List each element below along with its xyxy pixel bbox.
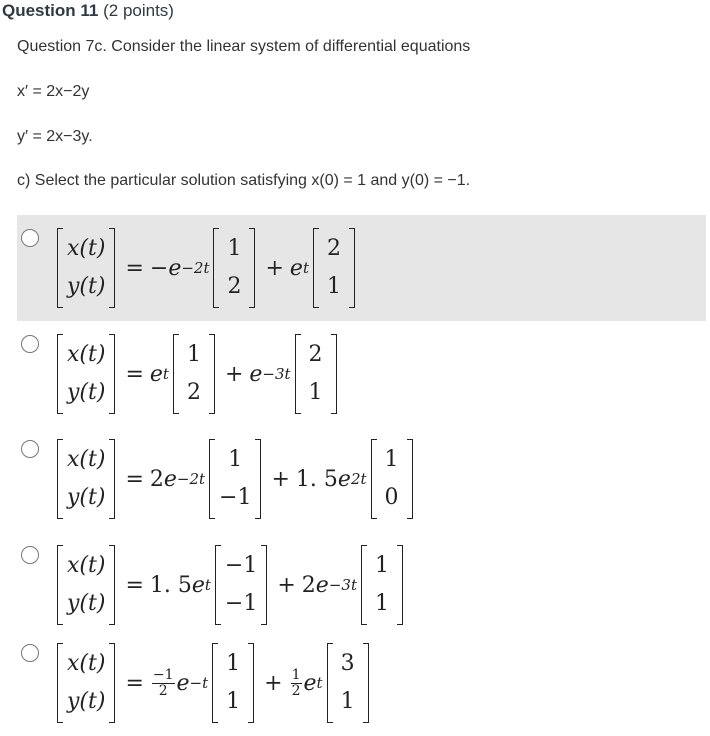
term2-exp: 2t <box>350 470 367 488</box>
term1-fraction <box>152 668 175 699</box>
term2-exp: −3t <box>328 576 357 594</box>
term2-coef: 1. 5 <box>295 466 338 492</box>
question-points: (2 points) <box>103 1 174 20</box>
equals-sign: = <box>125 361 144 387</box>
term1-coef: 2 <box>149 466 164 492</box>
answer-option-2[interactable] <box>17 321 706 427</box>
term2-base: e <box>315 572 329 598</box>
vector-2-top: 2 <box>308 342 323 367</box>
radio-button[interactable] <box>21 335 39 353</box>
term1-base: e <box>163 466 177 492</box>
plus-sign: + <box>271 466 290 492</box>
question-title: Question 11 <box>2 1 99 20</box>
vector-2-top: 1 <box>374 553 389 578</box>
term1-exp: −2t <box>181 259 210 277</box>
answer-option-4[interactable] <box>17 532 706 638</box>
term1-exp: t <box>204 576 211 594</box>
equals-sign: = <box>125 255 144 281</box>
vector-1 <box>213 228 255 308</box>
lhs-x: x(t) <box>67 651 106 676</box>
answer-option-1[interactable] <box>17 215 706 321</box>
term2-frac-num: 1 <box>291 666 301 683</box>
term2-base: e <box>303 670 317 696</box>
vector-1-top: −1 <box>224 553 258 578</box>
answer-formula <box>53 532 407 638</box>
vector-1-bottom: 2 <box>186 380 201 405</box>
lhs-y: y(t) <box>67 689 106 714</box>
vector-2-bottom: 1 <box>308 380 323 405</box>
radio-button[interactable] <box>21 546 39 564</box>
plus-sign: + <box>224 361 244 387</box>
vector-2 <box>327 643 369 723</box>
answer-formula <box>53 630 373 736</box>
lhs-x: x(t) <box>67 342 106 367</box>
vector-2-top: 3 <box>340 651 355 676</box>
vector-1 <box>215 545 267 625</box>
vector-1-top: 1 <box>228 447 243 472</box>
vector-1-top: 1 <box>226 651 241 676</box>
radio-button[interactable] <box>21 229 39 247</box>
lhs-x: x(t) <box>67 447 106 472</box>
vector-2-bottom: 1 <box>326 274 341 299</box>
vector-2-top: 2 <box>326 236 341 261</box>
equation-y: y′ = 2x−3y. <box>17 128 93 145</box>
lhs-x: x(t) <box>67 236 106 261</box>
term1-base: e <box>176 670 190 696</box>
vector-1-bottom: −1 <box>219 485 252 510</box>
answer-formula <box>53 321 341 427</box>
term1-base: e <box>191 572 205 598</box>
vector-1-bottom: 2 <box>227 274 242 299</box>
lhs-vector <box>57 643 115 723</box>
vector-1-top: 1 <box>227 236 242 261</box>
vector-2 <box>371 439 413 519</box>
term1-coef: − <box>149 255 169 281</box>
lhs-vector <box>57 228 115 308</box>
lhs-y: y(t) <box>67 591 106 616</box>
question-instruction: c) Select the particular solution satisfying x(0) = 1 and y(0) = −1. <box>17 172 471 189</box>
lhs-y: y(t) <box>67 485 106 510</box>
plus-sign: + <box>277 572 296 598</box>
term2-coef: 2 <box>301 572 316 598</box>
vector-1 <box>209 439 261 519</box>
term2-exp: t <box>302 259 309 277</box>
lhs-vector <box>57 334 115 414</box>
vector-2-top: 1 <box>384 447 399 472</box>
term1-coef: 1. 5 <box>149 572 192 598</box>
vector-2 <box>295 334 337 414</box>
term2-base: e <box>337 466 351 492</box>
lhs-vector <box>57 545 115 625</box>
vector-1-bottom: 1 <box>226 689 241 714</box>
term2-exp: t <box>316 674 323 692</box>
answer-formula <box>53 215 359 321</box>
term2-fraction <box>291 668 302 699</box>
question-header <box>2 0 174 22</box>
equation-x: x′ = 2x−2y <box>17 83 90 100</box>
equals-sign: = <box>125 466 144 492</box>
term1-exp: −t <box>189 674 209 692</box>
term1-exp: −2t <box>176 470 206 488</box>
term1-exp: t <box>162 365 169 383</box>
vector-1-bottom: −1 <box>224 591 258 616</box>
lhs-y: y(t) <box>67 380 106 405</box>
question-prompt: Question 7c. Consider the linear system of differential equations <box>17 38 471 55</box>
answer-option-5[interactable] <box>17 630 706 736</box>
term2-frac-den: 2 <box>291 682 301 699</box>
plus-sign: + <box>264 670 283 696</box>
radio-button[interactable] <box>21 644 39 662</box>
term1-base: e <box>168 255 182 281</box>
equals-sign: = <box>125 670 144 696</box>
vector-2-bottom: 1 <box>340 689 355 714</box>
vector-1-top: 1 <box>186 342 201 367</box>
vector-1 <box>173 334 215 414</box>
term2-base: e <box>289 255 303 281</box>
term1-frac-num: −1 <box>152 666 174 683</box>
vector-2 <box>313 228 355 308</box>
term1-frac-den: 2 <box>158 682 168 699</box>
term2-exp: −3t <box>262 365 291 383</box>
term1-base: e <box>149 361 163 387</box>
term2-base: e <box>249 361 263 387</box>
plus-sign: + <box>265 255 284 281</box>
equals-sign: = <box>125 572 144 598</box>
answer-option-3[interactable] <box>17 426 706 532</box>
vector-2-bottom: 0 <box>384 485 399 510</box>
answer-formula <box>53 426 417 532</box>
vector-1 <box>212 643 254 723</box>
lhs-y: y(t) <box>67 274 106 299</box>
radio-button[interactable] <box>21 440 39 458</box>
vector-2-bottom: 1 <box>374 591 389 616</box>
lhs-vector <box>57 439 115 519</box>
lhs-x: x(t) <box>67 553 106 578</box>
vector-2 <box>361 545 403 625</box>
